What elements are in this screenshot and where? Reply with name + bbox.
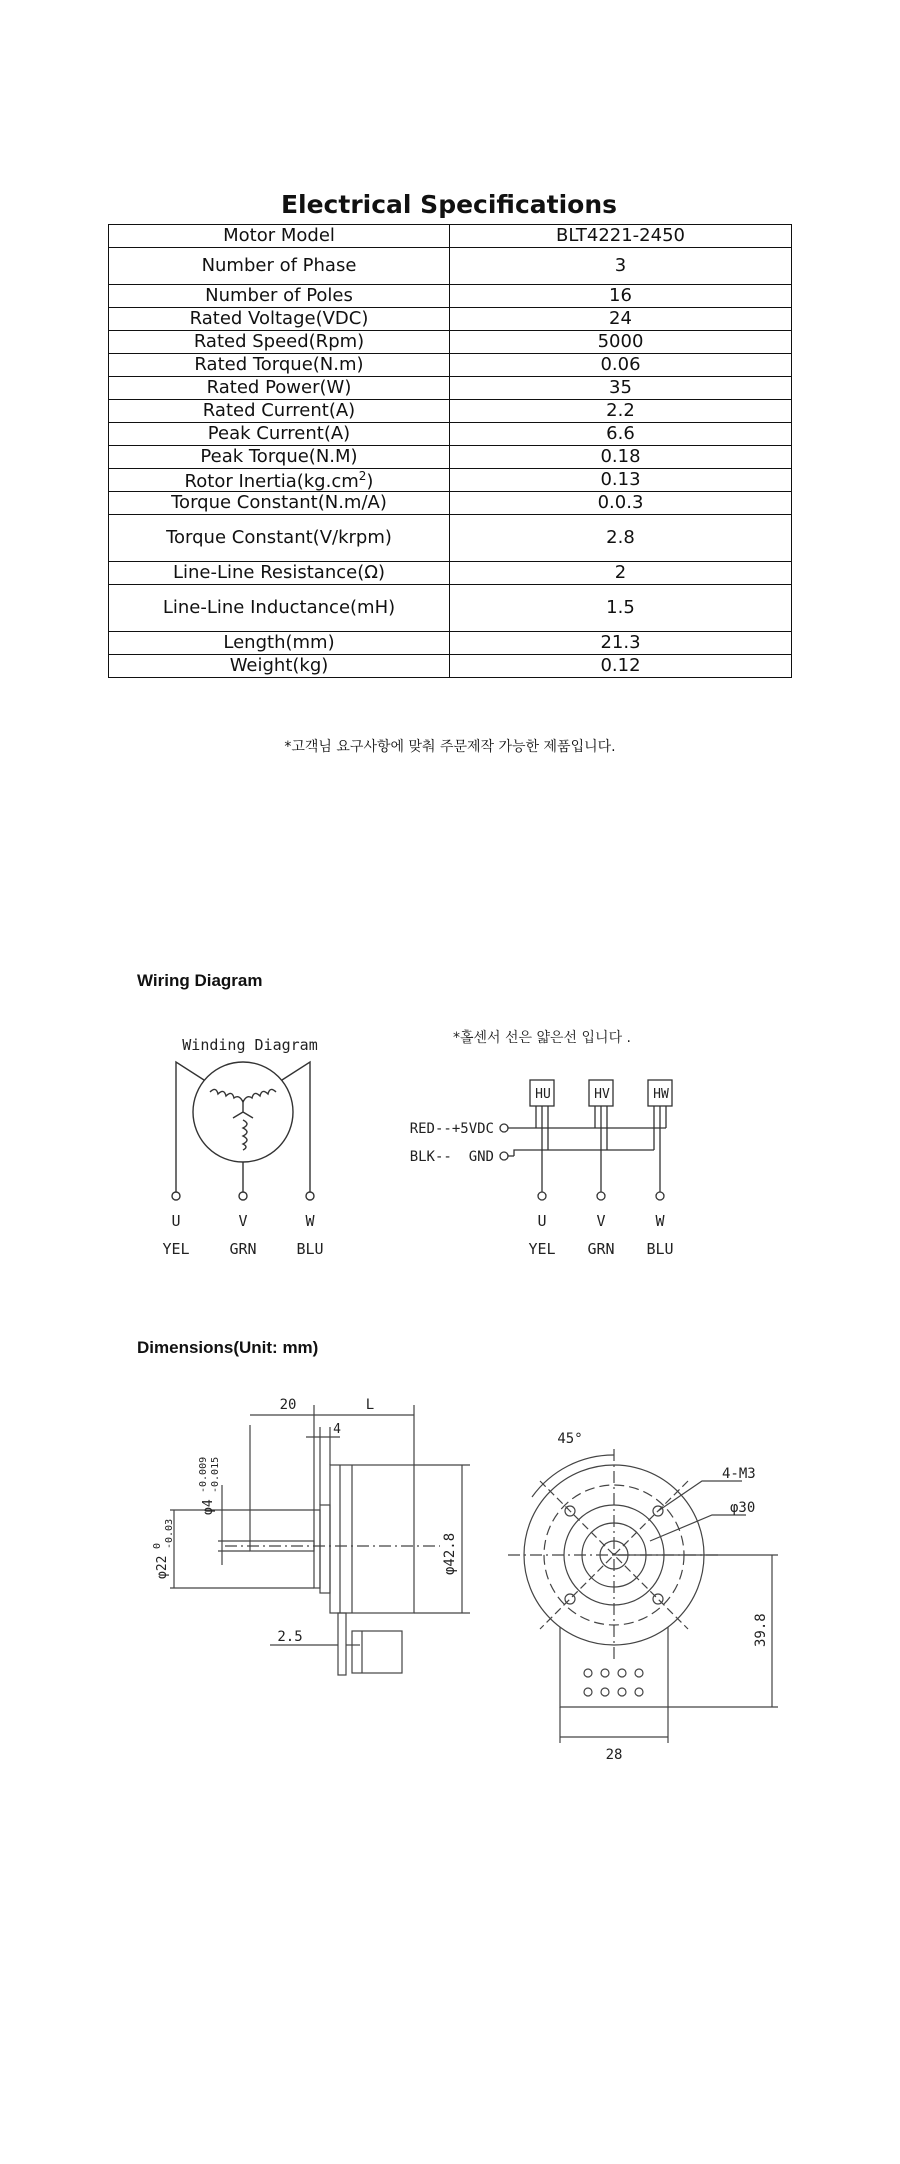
spec-value: 6.6 (450, 423, 792, 446)
spec-label: Rated Voltage(VDC) (109, 308, 450, 331)
spec-value: 0.12 (450, 655, 792, 678)
table-row (109, 331, 792, 354)
spec-label: Torque Constant(V/krpm) (109, 515, 450, 562)
table-row (109, 655, 792, 678)
table-row (109, 423, 792, 446)
spec-label: Rated Speed(Rpm) (109, 331, 450, 354)
spec-value: 21.3 (450, 632, 792, 655)
dim-holes: 4-M3 (722, 1466, 756, 1482)
table-row (109, 248, 792, 285)
spec-label-text: Rotor Inertia(kg.cm (184, 470, 359, 492)
spec-value: 5000 (450, 331, 792, 354)
dimension-drawing (0, 1365, 900, 1785)
spec-label: Line-Line Inductance(mH) (109, 585, 450, 632)
dim-boss-dia: φ22 (155, 1555, 170, 1579)
spec-label: Number of Phase (109, 248, 450, 285)
dim-shaft-length: 20 (279, 1397, 297, 1413)
dim-flange: 4 (333, 1422, 341, 1437)
spec-label: Rated Power(W) (109, 377, 450, 400)
table-row (109, 515, 792, 562)
dim-shaft-dia: φ4 (201, 1499, 216, 1515)
spec-value: BLT4221-2450 (450, 225, 792, 248)
spec-table (108, 224, 792, 678)
winding-terminals (172, 1192, 314, 1200)
table-row (109, 225, 792, 248)
spec-label (109, 469, 450, 492)
spec-label: Number of Poles (109, 285, 450, 308)
spec-label: Length(mm) (109, 632, 450, 655)
spec-label-sup: 2 (358, 468, 367, 483)
phase-w-color: BLU (296, 1240, 324, 1258)
table-row (109, 308, 792, 331)
phase-w-label: W (305, 1212, 315, 1230)
table-row (109, 585, 792, 632)
hall-wiring (508, 1080, 672, 1192)
sensor-hv: HV (594, 1087, 610, 1102)
table-row (109, 469, 792, 492)
dim-boss-dia-group (152, 1519, 175, 1579)
spec-label: Peak Current(A) (109, 423, 450, 446)
dim-pcd: φ30 (730, 1500, 756, 1516)
dim-boss-tol-upper: 0 (152, 1542, 163, 1549)
spec-label: Weight(kg) (109, 655, 450, 678)
table-row (109, 562, 792, 585)
spec-value: 0.13 (450, 469, 792, 492)
sensor-hw: HW (653, 1087, 669, 1102)
dim-angle: 45° (557, 1431, 583, 1447)
spec-label-end: ) (366, 470, 374, 492)
dim-shaft-tol-lower: -0.015 (210, 1456, 221, 1493)
spec-value: 0.0.3 (450, 492, 792, 515)
dim-height: 39.8 (753, 1613, 769, 1647)
hall-u-color: YEL (528, 1240, 556, 1258)
front-view (508, 1449, 778, 1743)
spec-value: 24 (450, 308, 792, 331)
phase-u-label: U (171, 1212, 181, 1230)
table-row (109, 377, 792, 400)
winding-title: Winding Diagram (182, 1036, 318, 1054)
spec-value: 16 (450, 285, 792, 308)
dim-pcb-offset: 2.5 (277, 1629, 303, 1645)
spec-label: Motor Model (109, 225, 450, 248)
winding-circle (176, 1062, 310, 1192)
spec-value: 0.06 (450, 354, 792, 377)
hall-w-label: W (655, 1212, 665, 1230)
wiring-heading: Wiring Diagram (137, 971, 263, 990)
dim-pcb-width: 28 (605, 1747, 623, 1763)
sensor-hu: HU (535, 1087, 551, 1102)
table-row (109, 354, 792, 377)
hall-v-color: GRN (587, 1240, 615, 1258)
dimensions-heading: Dimensions(Unit: mm) (137, 1338, 319, 1357)
table-row (109, 446, 792, 469)
spec-title: Electrical Specifications (280, 190, 618, 219)
gnd-label: BLK-- GND (409, 1149, 494, 1165)
spec-value: 2.2 (450, 400, 792, 423)
spec-label: Rated Current(A) (109, 400, 450, 423)
table-row (109, 285, 792, 308)
hall-v-label: V (596, 1212, 606, 1230)
spec-label: Rated Torque(N.m) (109, 354, 450, 377)
table-row (109, 632, 792, 655)
table-row (109, 492, 792, 515)
spec-value: 3 (450, 248, 792, 285)
spec-label: Line-Line Resistance(Ω) (109, 562, 450, 585)
wiring-diagram (0, 1020, 900, 1280)
dim-boss-tol-lower: -0.03 (164, 1518, 175, 1549)
spec-value: 1.5 (450, 585, 792, 632)
hall-u-label: U (537, 1212, 547, 1230)
table-row (109, 400, 792, 423)
side-view (170, 1405, 470, 1675)
phase-v-color: GRN (229, 1240, 257, 1258)
dim-shaft-tol-upper: -0.009 (198, 1456, 209, 1493)
spec-label: Torque Constant(N.m/A) (109, 492, 450, 515)
custom-order-note: *고객님 요구사항에 맞춰 주문제작 가능한 제품입니다. (284, 739, 616, 755)
spec-value: 2 (450, 562, 792, 585)
hall-note: *홀센서 선은 얇은선 입니다 . (452, 1030, 632, 1046)
spec-label: Peak Torque(N.M) (109, 446, 450, 469)
dim-shaft-dia-group (198, 1457, 221, 1515)
spec-value: 0.18 (450, 446, 792, 469)
phase-v-label: V (238, 1212, 248, 1230)
spec-value: 2.8 (450, 515, 792, 562)
hall-w-color: BLU (646, 1240, 674, 1258)
spec-value: 35 (450, 377, 792, 400)
power-label: RED--+5VDC (409, 1121, 494, 1137)
dim-body-dia: φ42.8 (442, 1532, 458, 1575)
hall-terminals (500, 1124, 664, 1200)
phase-u-color: YEL (162, 1240, 190, 1258)
dim-body-length: L (365, 1397, 375, 1413)
